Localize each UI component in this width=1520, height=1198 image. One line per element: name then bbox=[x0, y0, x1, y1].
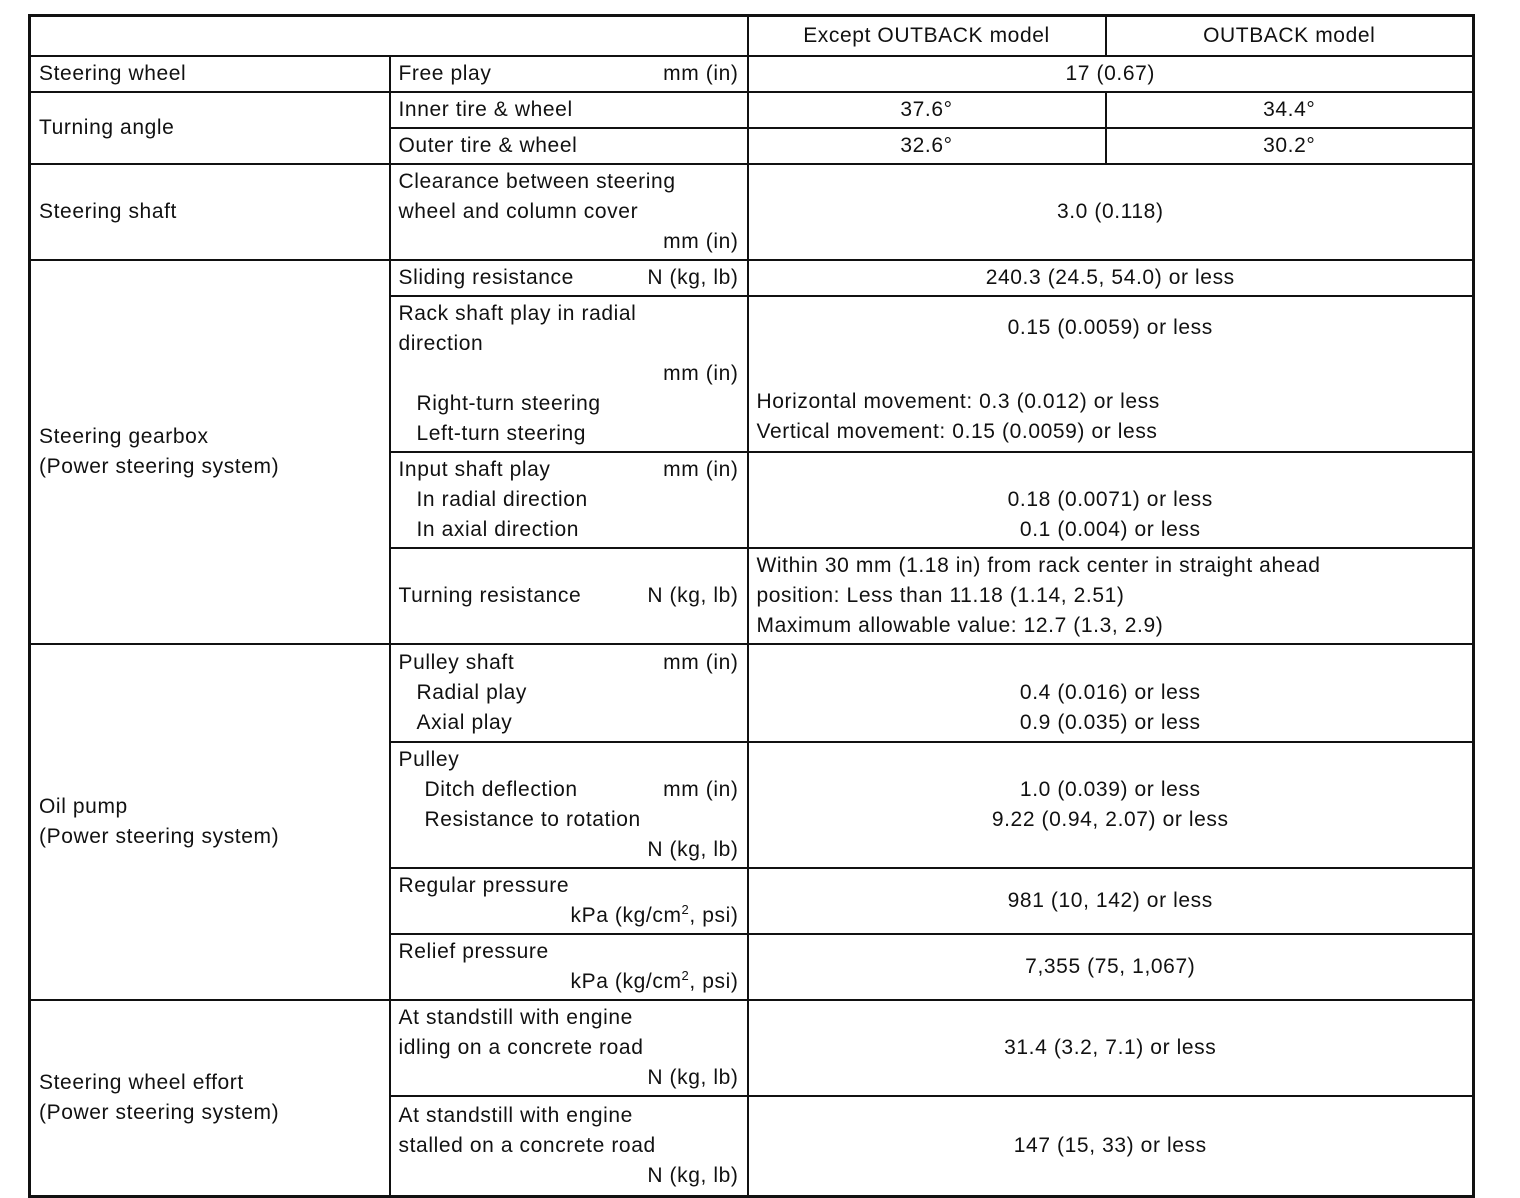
pulley-values bbox=[748, 742, 1474, 868]
pulley-shaft-values bbox=[748, 644, 1474, 742]
sliding-unit: N (kg, lb) bbox=[647, 266, 739, 289]
regular-pressure-item bbox=[390, 868, 748, 934]
row-effort-idling bbox=[30, 1000, 1474, 1096]
gearbox-label bbox=[30, 260, 390, 644]
turning-resistance-item bbox=[390, 548, 748, 644]
row-steering-shaft bbox=[30, 164, 1474, 260]
relief-pressure-unit bbox=[399, 967, 739, 997]
input-axial-value: 0.1 (0.004) or less bbox=[1019, 518, 1201, 541]
shaft-clearance-line2: wheel and column cover bbox=[398, 200, 639, 223]
turning-resistance-line1: Within 30 mm (1.18 in) from rack center in straight ahead bbox=[756, 554, 1321, 577]
rack-unit: mm (in) bbox=[663, 362, 739, 385]
left-turn-label: Left-turn steering bbox=[416, 422, 587, 445]
relief-unit-b: , psi) bbox=[689, 970, 739, 993]
stalled-unit: N (kg, lb) bbox=[647, 1163, 739, 1187]
sliding-value: 240.3 (24.5, 54.0) or less bbox=[748, 260, 1474, 296]
shaft-clearance-item bbox=[390, 164, 748, 260]
input-axial-label: In axial direction bbox=[416, 518, 580, 541]
shaft-clearance-line1: Clearance between steering bbox=[398, 170, 676, 193]
relief-pressure-value: 7,355 (75, 1,067) bbox=[748, 934, 1474, 1000]
free-play-value: 17 (0.67) bbox=[748, 56, 1474, 92]
header-blank bbox=[30, 16, 748, 57]
row-turning-inner bbox=[30, 92, 1474, 128]
radial-play-label: Radial play bbox=[416, 681, 527, 704]
input-shaft-label: Input shaft play bbox=[398, 458, 551, 481]
turning-resistance-values bbox=[748, 548, 1474, 644]
free-play-label: Free play bbox=[398, 62, 492, 85]
regular-pressure-label: Regular pressure bbox=[398, 874, 570, 897]
pulley-shaft-label: Pulley shaft bbox=[398, 651, 515, 674]
regular-unit-b: , psi) bbox=[689, 904, 739, 927]
input-shaft-spacer bbox=[757, 455, 1465, 485]
inner-tire-item: Inner tire & wheel bbox=[390, 92, 748, 128]
resistance-rotation-unit: N (kg, lb) bbox=[647, 838, 739, 861]
oil-pump-label bbox=[30, 644, 390, 1000]
axial-play-label: Axial play bbox=[416, 711, 513, 734]
rack-line1: Rack shaft play in radial bbox=[398, 302, 637, 325]
turning-resistance-unit: N (kg, lb) bbox=[647, 584, 739, 607]
idling-item bbox=[390, 1000, 748, 1096]
ditch-deflection-unit: mm (in) bbox=[663, 778, 739, 801]
spec-table bbox=[28, 14, 1475, 1198]
pulley-shaft-item bbox=[390, 644, 748, 742]
idling-line2: idling on a concrete road bbox=[398, 1036, 644, 1059]
idling-line1: At standstill with engine bbox=[398, 1006, 633, 1029]
resistance-rotation-value: 9.22 (0.94, 2.07) or less bbox=[991, 808, 1229, 831]
row-sliding-resistance bbox=[30, 260, 1474, 296]
resistance-rotation-label: Resistance to rotation bbox=[424, 808, 641, 831]
turning-resistance-line3: Maximum allowable value: 12.7 (1.3, 2.9) bbox=[756, 614, 1164, 637]
sliding-item bbox=[390, 260, 748, 296]
oil-pump-label-line2: (Power steering system) bbox=[39, 825, 280, 848]
input-shaft-unit: mm (in) bbox=[663, 458, 739, 481]
pulley-shaft-unit: mm (in) bbox=[663, 651, 739, 674]
pulley-label: Pulley bbox=[398, 748, 460, 771]
inner-outback-value: 34.4° bbox=[1106, 92, 1474, 128]
effort-label-line2: (Power steering system) bbox=[39, 1100, 280, 1124]
gearbox-label-line1: Steering gearbox bbox=[39, 425, 209, 448]
stalled-item bbox=[390, 1096, 748, 1196]
input-radial-value: 0.18 (0.0071) or less bbox=[1007, 488, 1213, 511]
effort-label-line1: Steering wheel effort bbox=[39, 1070, 244, 1094]
pulley-shaft-spacer bbox=[757, 648, 1465, 678]
steering-wheel-label: Steering wheel bbox=[30, 56, 390, 92]
free-play-item bbox=[390, 56, 748, 92]
axial-play-value: 0.9 (0.035) or less bbox=[1019, 711, 1201, 734]
stalled-value: 147 (15, 33) or less bbox=[748, 1096, 1474, 1196]
shaft-clearance-value: 3.0 (0.118) bbox=[748, 164, 1474, 260]
input-radial-label: In radial direction bbox=[416, 488, 588, 511]
header-except-outback: Except OUTBACK model bbox=[748, 16, 1106, 57]
idling-unit: N (kg, lb) bbox=[647, 1066, 739, 1089]
regular-pressure-unit bbox=[399, 901, 739, 931]
row-pulley-shaft bbox=[30, 644, 1474, 742]
gearbox-label-line2: (Power steering system) bbox=[39, 455, 280, 478]
right-turn-label: Right-turn steering bbox=[416, 392, 601, 415]
vertical-movement-value: Vertical movement: 0.15 (0.0059) or less bbox=[756, 420, 1158, 443]
outer-except-value: 32.6° bbox=[748, 128, 1106, 164]
turning-resistance-label: Turning resistance bbox=[398, 584, 582, 607]
effort-label bbox=[30, 1000, 390, 1196]
rack-line2: direction bbox=[398, 332, 484, 355]
outer-tire-item: Outer tire & wheel bbox=[390, 128, 748, 164]
regular-pressure-value: 981 (10, 142) or less bbox=[748, 868, 1474, 934]
regular-unit-a: kPa (kg/cm bbox=[570, 904, 682, 927]
oil-pump-label-line1: Oil pump bbox=[39, 795, 128, 818]
inner-except-value: 37.6° bbox=[748, 92, 1106, 128]
idling-value: 31.4 (3.2, 7.1) or less bbox=[748, 1000, 1474, 1096]
rack-values bbox=[748, 296, 1474, 452]
turning-angle-label: Turning angle bbox=[30, 92, 390, 164]
ditch-deflection-value: 1.0 (0.039) or less bbox=[1019, 778, 1201, 801]
turning-resistance-line2: position: Less than 11.18 (1.14, 2.51) bbox=[756, 584, 1125, 607]
radial-play-value: 0.4 (0.016) or less bbox=[1019, 681, 1201, 704]
header-outback: OUTBACK model bbox=[1106, 16, 1474, 57]
shaft-clearance-unit: mm (in) bbox=[663, 230, 739, 253]
relief-unit-a: kPa (kg/cm bbox=[570, 970, 682, 993]
stalled-line1: At standstill with engine bbox=[398, 1103, 633, 1127]
ditch-deflection-label: Ditch deflection bbox=[424, 778, 578, 801]
relief-pressure-item bbox=[390, 934, 748, 1000]
rack-item bbox=[390, 296, 748, 452]
horizontal-movement-value: Horizontal movement: 0.3 (0.012) or less bbox=[756, 390, 1160, 413]
input-shaft-item bbox=[390, 452, 748, 548]
sliding-label: Sliding resistance bbox=[398, 266, 574, 289]
outer-outback-value: 30.2° bbox=[1106, 128, 1474, 164]
row-steering-wheel bbox=[30, 56, 1474, 92]
rack-value: 0.15 (0.0059) or less bbox=[1007, 316, 1213, 339]
pulley-item bbox=[390, 742, 748, 868]
stalled-line2: stalled on a concrete road bbox=[398, 1133, 656, 1157]
free-play-unit: mm (in) bbox=[663, 62, 739, 85]
steering-shaft-label: Steering shaft bbox=[30, 164, 390, 260]
input-shaft-values bbox=[748, 452, 1474, 548]
header-row bbox=[30, 16, 1474, 57]
relief-unit-sup: 2 bbox=[681, 968, 690, 983]
regular-unit-sup: 2 bbox=[681, 902, 690, 917]
relief-pressure-label: Relief pressure bbox=[398, 940, 549, 963]
